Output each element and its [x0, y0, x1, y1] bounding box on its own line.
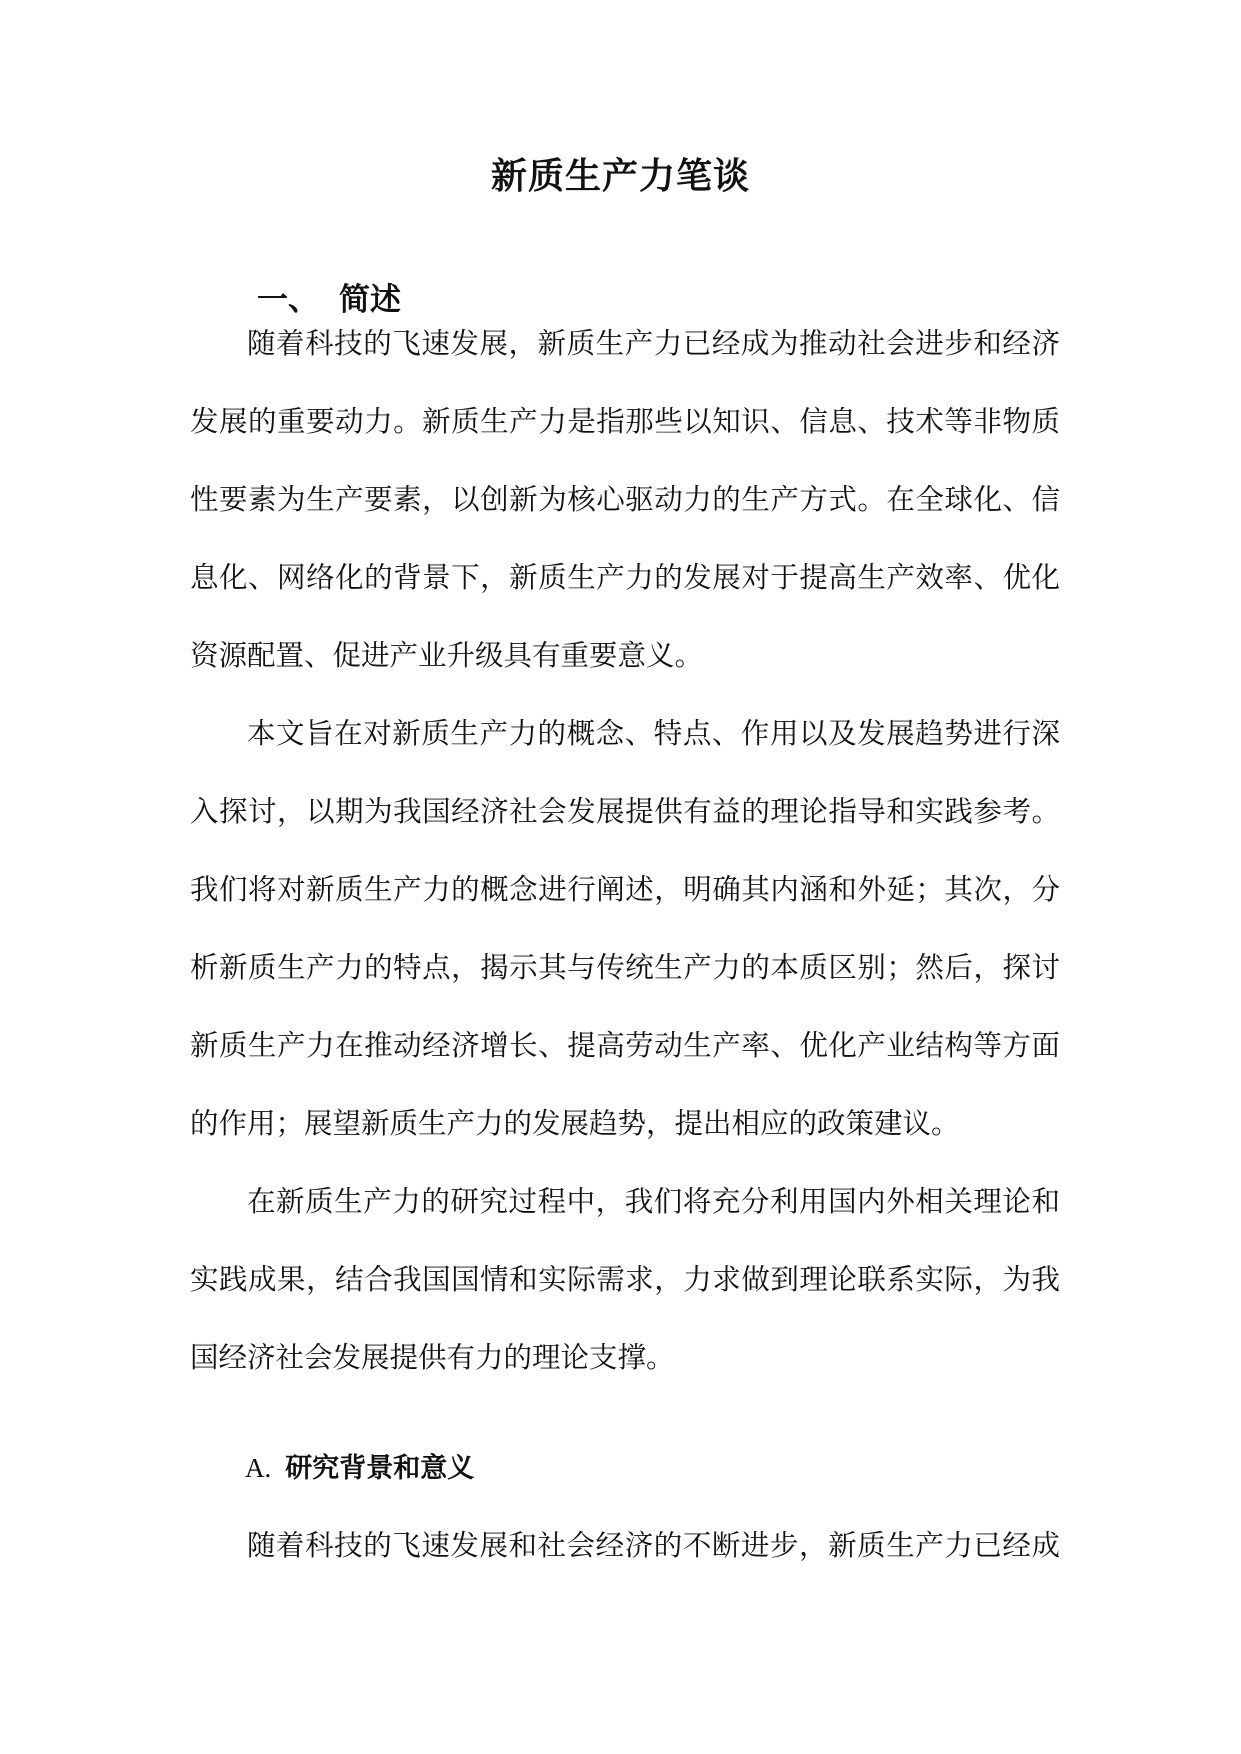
- text-line: 发展的重要动力。新质生产力是指那些以知识、信息、技术等非物质: [190, 405, 1060, 438]
- text-line: 析新质生产力的特点，揭示其与传统生产力的本质区别；然后，探讨: [190, 951, 1060, 984]
- section-title: 简述: [339, 282, 401, 318]
- text-line: 新质生产力在推动经济增长、提高劳动生产率、优化产业结构等方面: [190, 1029, 1060, 1062]
- text-line: 息化、网络化的背景下，新质生产力的发展对于提高生产效率、优化: [190, 561, 1060, 594]
- text-line: 在新质生产力的研究过程中，我们将充分利用国内外相关理论和: [247, 1185, 1060, 1218]
- text-line: 实践成果，结合我国国情和实际需求，力求做到理论联系实际，为我: [190, 1263, 1060, 1296]
- paragraph: [190, 1163, 1060, 1397]
- text-line: 资源配置、促进产业升级具有重要意义。: [190, 639, 704, 672]
- text-line: 入探讨，以期为我国经济社会发展提供有益的理论指导和实践参考。: [190, 795, 1060, 828]
- paragraph: [190, 305, 1060, 695]
- text-line: 国经济社会发展提供有力的理论支撑。: [190, 1341, 675, 1374]
- text-line: 的作用；展望新质生产力的发展趋势，提出相应的政策建议。: [190, 1107, 960, 1140]
- section-number: 一、: [257, 282, 319, 318]
- subsection-label: A.: [245, 1453, 272, 1483]
- paragraph: [190, 695, 1060, 1163]
- document-title: 新质生产力笔谈: [490, 155, 750, 197]
- text-line: 性要素为生产要素，以创新为核心驱动力的生产方式。在全球化、信: [190, 483, 1060, 516]
- paragraph: [190, 1507, 1060, 1585]
- text-line: 随着科技的飞速发展和社会经济的不断进步，新质生产力已经成: [247, 1529, 1060, 1562]
- text-line: 随着科技的飞速发展，新质生产力已经成为推动社会进步和经济: [247, 327, 1060, 360]
- subsection-heading: [245, 1448, 474, 1489]
- text-line: 本文旨在对新质生产力的概念、特点、作用以及发展趋势进行深: [247, 717, 1060, 750]
- text-line: 我们将对新质生产力的概念进行阐述，明确其内涵和外延；其次，分: [190, 873, 1060, 906]
- subsection-title: 研究背景和意义: [285, 1453, 475, 1484]
